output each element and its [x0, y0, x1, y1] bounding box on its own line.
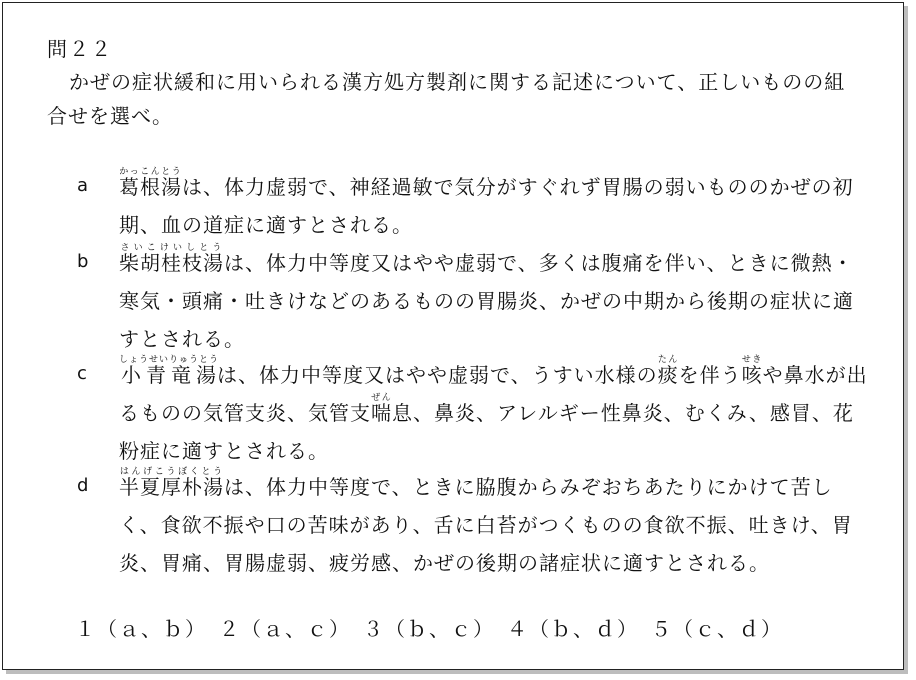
- herb-name: 柴胡桂枝湯さいこけいしとう: [119, 243, 224, 275]
- option-letter: b: [77, 251, 90, 272]
- kanji-tan: 痰たん: [657, 355, 679, 387]
- option-letter: c: [77, 363, 88, 384]
- question-number: 問２２: [47, 37, 113, 61]
- question-stem: かぜの症状緩和に用いられる漢方処方製剤に関する記述について、正しいものの組合せを選べ。: [47, 70, 846, 128]
- option-text: 半夏厚朴湯はんげこうぼくとうは、体力中等度で、ときに脇腹からみぞおちあたりにかけて苦しく、食欲不振や口の苦味があり、舌に白苔がつくものの食欲不振、吐きけ、胃炎、胃痛、胃腸虚弱、疲労感、かぜの後期の諸症状に適すとされる。: [119, 467, 853, 575]
- option-text: 葛根湯かっこんとうは、体力虚弱で、神経過敏で気分がすぐれず胃腸の弱いもののかぜの初期、血の道症に適すとされる。: [119, 167, 854, 237]
- option-text: 小青竜湯しょうせいりゅうとうは、体力中等度又はやや虚弱で、うすい水様の痰たんを伴う咳せきや鼻水が出るものの気管支炎、気管支喘ぜん息、鼻炎、アレルギー性鼻炎、むくみ、感冒、花粉症に適すとされる。: [119, 355, 868, 463]
- option-text: 柴胡桂枝湯さいこけいしとうは、体力中等度又はやや虚弱で、多くは腹痛を伴い、ときに微熱・寒気・頭痛・吐きけなどのあるものの胃腸炎、かぜの中期から後期の症状に適すとされる。: [119, 243, 854, 351]
- kanji-zen: 喘ぜん: [371, 393, 392, 425]
- question-document: [3, 3, 903, 669]
- herb-name: 半夏厚朴湯はんげこうぼくとう: [119, 467, 224, 499]
- option-letter: a: [77, 175, 90, 196]
- answer-choices: １（ａ、ｂ） ２（ａ、ｃ） ３（ｂ、ｃ） ４（ｂ、ｄ） ５（ｃ、ｄ）: [75, 617, 783, 641]
- herb-name: 葛根湯かっこんとう: [119, 167, 182, 199]
- herb-name: 小青竜湯しょうせいりゅうとう: [119, 355, 220, 387]
- kanji-seki: 咳せき: [741, 355, 763, 387]
- document-frame: [2, 2, 904, 670]
- option-letter: d: [77, 475, 90, 496]
